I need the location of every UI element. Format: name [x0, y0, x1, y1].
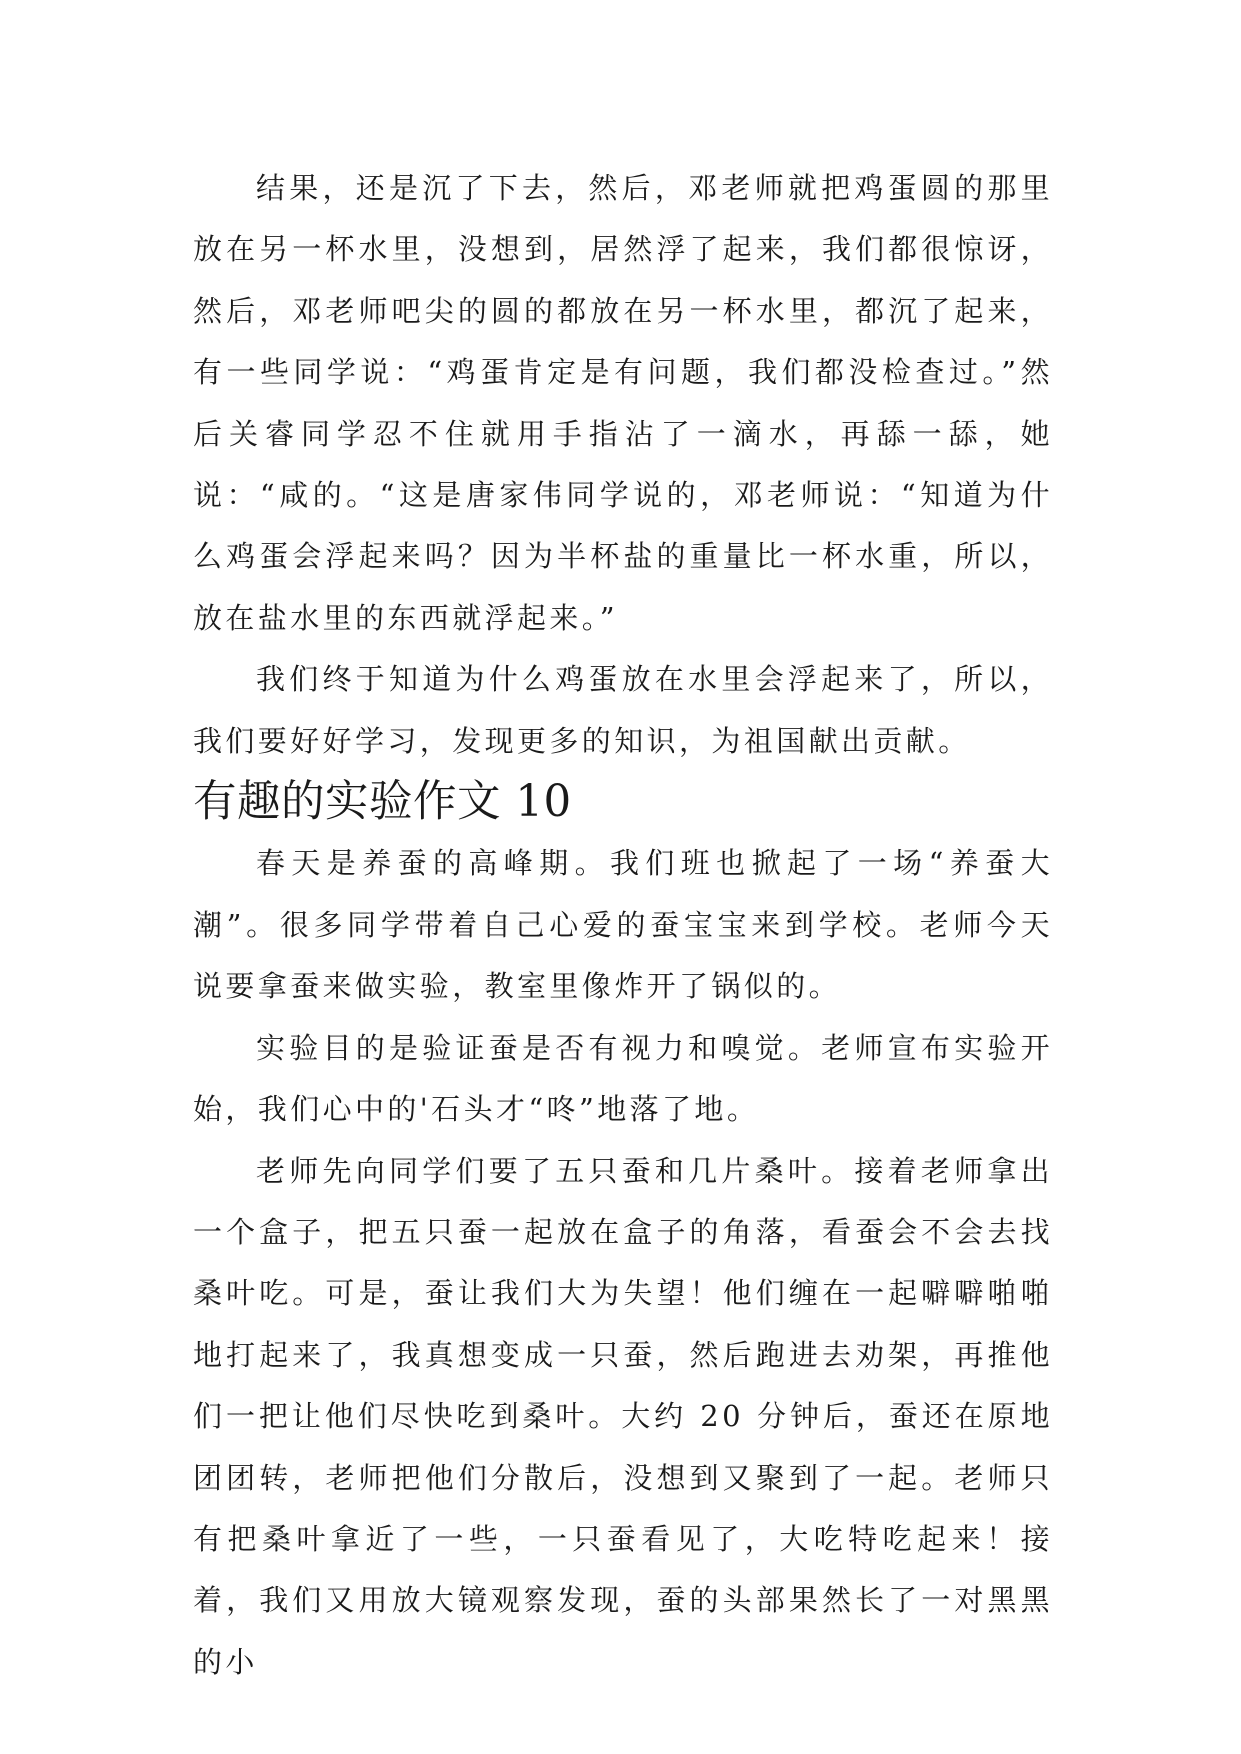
paragraph: 结果，还是沉了下去，然后，邓老师就把鸡蛋圆的那里放在另一杯水里，没想到，居然浮了起来，我们都很惊讶，然后，邓老师吧尖的圆的都放在另一杯水里，都沉了起来，有一些同学说：“鸡蛋肯定是有问题，我们都没检查过。”然后关睿同学忍不住就用手指沾了一滴水，再舔一舔，她说：“咸的。“这是唐家伟同学说的，邓老师说：“知道为什么鸡蛋会浮起来吗？因为半杯盐的重量比一杯水重，所以，放在盐水里的东西就浮起来。” — [193, 171, 1053, 635]
paragraph: 老师先向同学们要了五只蚕和几片桑叶。接着老师拿出一个盒子，把五只蚕一起放在盒子的角落，看蚕会不会去找桑叶吃。可是，蚕让我们大为失望！他们缠在一起噼噼啪啪地打起来了，我真想变成一只蚕，然后跑进去劝架，再推他们一把让他们尽快吃到桑叶。大约 20 分钟后，蚕还在原地团团转，老师把他们分散后，没想到又聚到了一起。老师只有把桑叶拿近了一些，一只蚕看见了，大吃特吃起来！接着，我们又用放大镜观察发现，蚕的头部果然长了一对黑黑的小 — [193, 1153, 1053, 1679]
paragraph: 春天是养蚕的高峰期。我们班也掀起了一场“养蚕大潮”。很多同学带着自己心爱的蚕宝宝来到学校。老师今天说要拿蚕来做实验，教室里像炸开了锅似的。 — [193, 846, 1053, 1004]
document-body — [193, 158, 1053, 1693]
paragraph: 我们终于知道为什么鸡蛋放在水里会浮起来了，所以，我们要好好学习，发现更多的知识，为祖国献出贡献。 — [193, 662, 1053, 758]
paragraph: 实验目的是验证蚕是否有视力和嗅觉。老师宣布实验开始，我们心中的'石头才“咚”地落了地。 — [193, 1030, 1053, 1127]
section-heading: 有趣的实验作文 10 — [193, 777, 572, 828]
